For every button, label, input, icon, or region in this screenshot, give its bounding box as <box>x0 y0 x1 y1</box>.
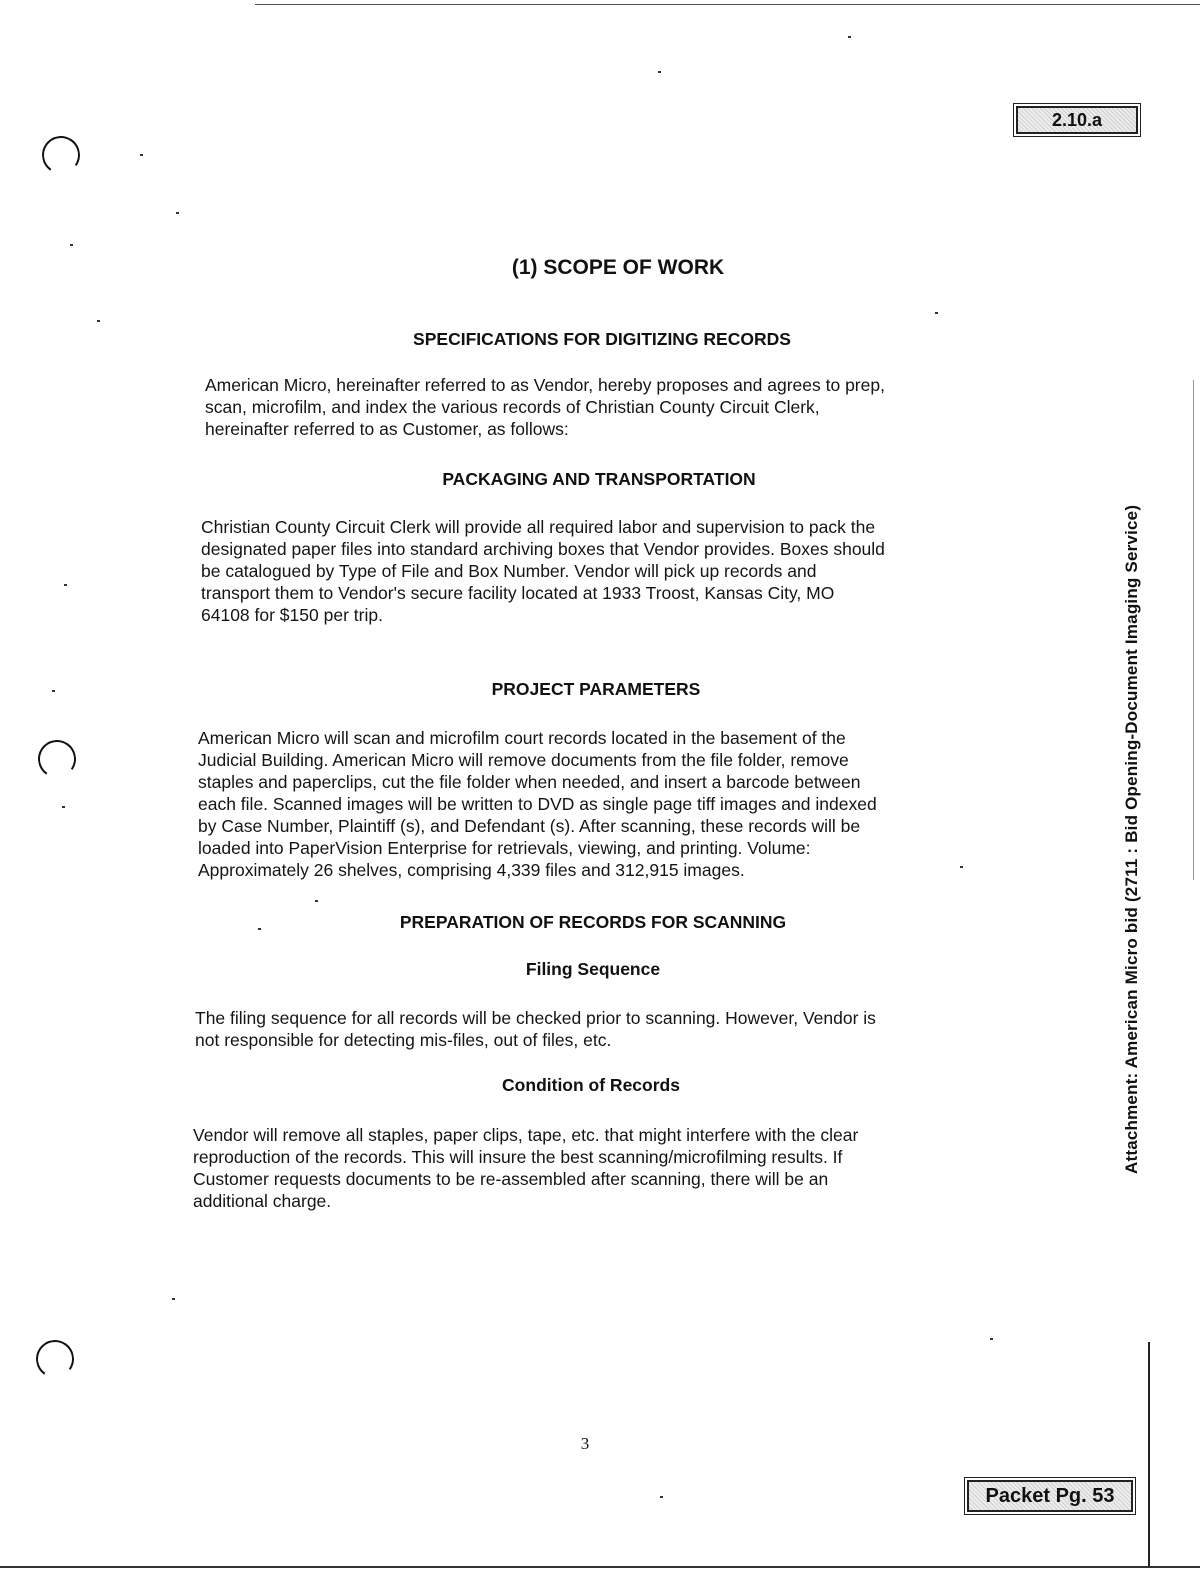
paragraph-line: staples and paperclips, cut the file folder when needed, and insert a barcode between <box>198 772 861 792</box>
paragraph-line: by Case Number, Plaintiff (s), and Defendant (s). After scanning, these records will be <box>198 816 861 836</box>
scan-speck <box>935 312 938 314</box>
section-heading-preparation: PREPARATION OF RECORDS FOR SCANNING <box>399 912 787 932</box>
scan-speck <box>960 866 963 868</box>
section-heading-packaging: PACKAGING AND TRANSPORTATION <box>442 469 756 489</box>
right-edge-line <box>1193 380 1194 880</box>
page-title: (1) SCOPE OF WORK <box>511 256 725 279</box>
project-parameters-paragraph <box>198 727 877 881</box>
condition-of-records-paragraph <box>193 1124 858 1212</box>
paragraph-line: 64108 for $150 per trip. <box>201 605 383 625</box>
paragraph-line: additional charge. <box>193 1191 332 1211</box>
paragraph-line: Judicial Building. American Micro will remove documents from the file folder, remove <box>198 750 849 770</box>
scan-speck <box>660 1496 663 1498</box>
scan-speck <box>97 320 100 322</box>
scan-speck <box>140 154 143 156</box>
right-margin-line <box>1148 1342 1150 1567</box>
paragraph-line: Customer requests documents to be re-assembled after scanning, there will be an <box>193 1169 829 1189</box>
section-heading-project-parameters: PROJECT PARAMETERS <box>491 679 701 699</box>
document-id-stamp: 2.10.a <box>1016 106 1138 134</box>
paragraph-line: American Micro, hereinafter referred to as Vendor, hereby proposes and agrees to prep, <box>205 375 885 395</box>
paragraph-line: Christian County Circuit Clerk will provide all required labor and supervision to pack the <box>201 517 876 537</box>
paragraph-line: each file. Scanned images will be written to DVD as single page tiff images and indexed <box>198 794 877 814</box>
paragraph-line: transport them to Vendor's secure facility located at 1933 Troost, Kansas City, MO <box>201 583 835 603</box>
attachment-side-label: Attachment: American Micro bid (2711 : Bid Opening-Document Imaging Service) <box>1122 504 1141 1174</box>
top-edge-line <box>255 4 1200 5</box>
scan-speck <box>848 36 851 38</box>
binder-hole-icon <box>33 1337 77 1381</box>
scan-speck <box>172 1298 175 1300</box>
scan-speck <box>64 584 67 586</box>
paragraph-line: scan, microfilm, and index the various records of Christian County Circuit Clerk, <box>205 397 820 417</box>
scan-speck <box>176 212 179 214</box>
paragraph-line: not responsible for detecting mis-files, out of files, etc. <box>195 1030 612 1050</box>
paragraph-line: The filing sequence for all records will be checked prior to scanning. However, Vendor is <box>195 1008 876 1028</box>
section-heading-specifications: SPECIFICATIONS FOR DIGITIZING RECORDS <box>413 329 791 349</box>
subsection-heading-filing-sequence: Filing Sequence <box>525 959 661 979</box>
paragraph-line: Approximately 26 shelves, comprising 4,339 files and 312,915 images. <box>198 860 745 880</box>
scan-speck <box>70 244 73 246</box>
paragraph-line: reproduction of the records. This will insure the best scanning/microfilming results. If <box>193 1147 843 1167</box>
paragraph-line: American Micro will scan and microfilm court records located in the basement of the <box>198 728 846 748</box>
scan-speck <box>62 806 65 808</box>
packaging-paragraph <box>201 516 885 626</box>
paragraph-line: hereinafter referred to as Customer, as follows: <box>205 419 569 439</box>
page-number: 3 <box>580 1434 590 1453</box>
binder-hole-icon <box>39 133 83 177</box>
subsection-heading-condition-of-records: Condition of Records <box>502 1075 680 1095</box>
bottom-edge-line <box>0 1566 1200 1568</box>
packet-page-stamp: Packet Pg. 53 <box>967 1480 1133 1512</box>
binder-hole-icon <box>35 737 79 781</box>
paragraph-line: Vendor will remove all staples, paper clips, tape, etc. that might interfere with the clear <box>193 1125 859 1145</box>
filing-sequence-paragraph <box>195 1007 876 1051</box>
specifications-paragraph <box>205 374 885 440</box>
scan-speck <box>658 71 661 73</box>
scan-speck <box>990 1338 993 1340</box>
scan-speck <box>315 900 318 902</box>
scan-speck <box>52 690 55 692</box>
paragraph-line: be catalogued by Type of File and Box Number. Vendor will pick up records and <box>201 561 817 581</box>
paragraph-line: designated paper files into standard archiving boxes that Vendor provides. Boxes should <box>201 539 885 559</box>
paragraph-line: loaded into PaperVision Enterprise for retrievals, viewing, and printing. Volume: <box>198 838 811 858</box>
